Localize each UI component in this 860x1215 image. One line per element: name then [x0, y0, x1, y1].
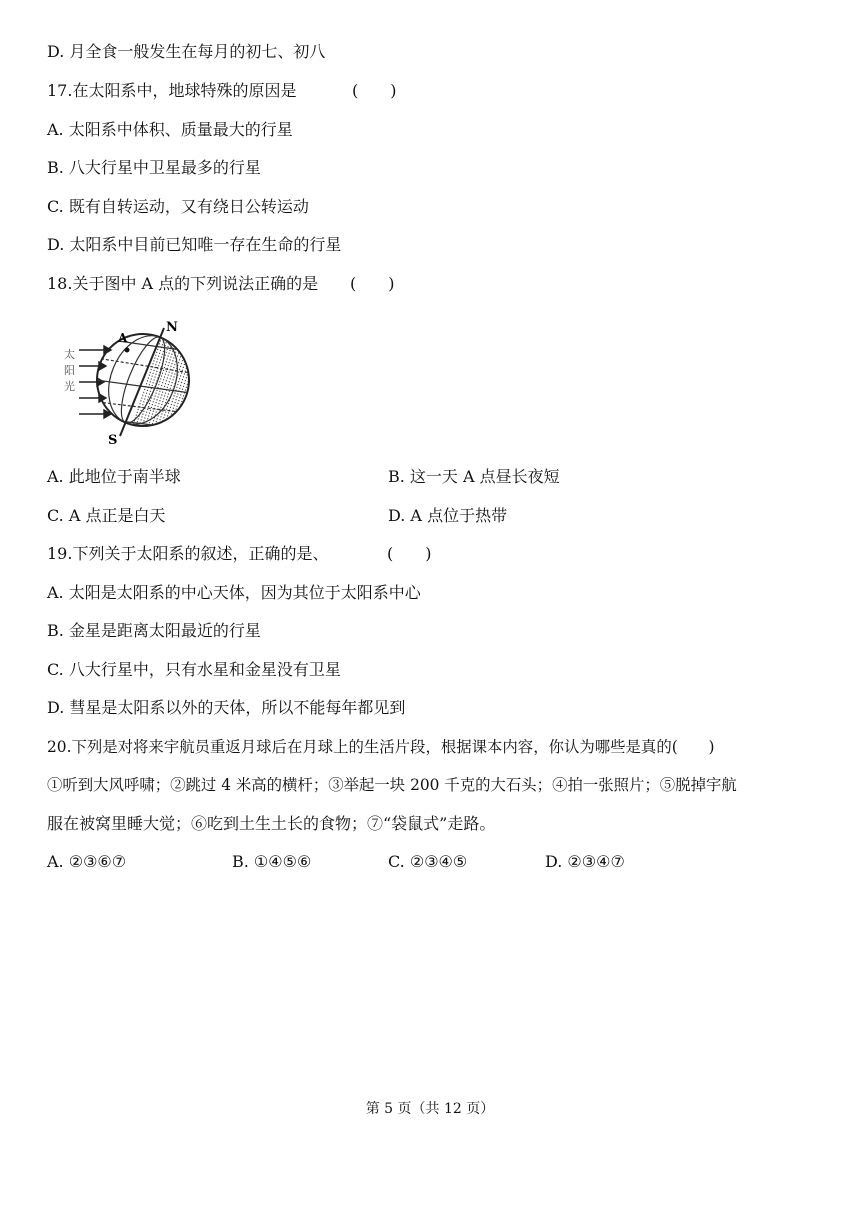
q19-stem-line: [47, 544, 432, 564]
q19-option-c: C. 八大行星中，只有水星和金星没有卫星: [47, 660, 341, 679]
sunlight-label-1: 太: [64, 348, 75, 361]
q17-option-c: C. 既有自转运动，又有绕日公转运动: [47, 197, 309, 216]
q19-stem: 19.下列关于太阳系的叙述，正确的是、: [47, 544, 329, 563]
q18-option-a: A. 此地位于南半球: [47, 467, 181, 486]
q20-stem: 20.下列是对将来宇航员重返月球后在月球上的生活片段，根据课本内容，你认为哪些是真的( ): [47, 738, 715, 756]
label-a: A: [118, 331, 128, 345]
q20-option-b: B. ①④⑤⑥: [232, 852, 312, 871]
globe-illumination-figure: [56, 318, 196, 448]
point-a-marker: [125, 348, 130, 353]
sunlight-label-2: 阳: [64, 364, 75, 377]
sunlight-label-3: 光: [64, 380, 75, 393]
q17-blank: ( ): [352, 81, 397, 100]
label-s: S: [108, 433, 118, 448]
q18-blank: ( ): [350, 274, 395, 293]
q17-stem: 17.在太阳系中，地球特殊的原因是: [47, 81, 297, 100]
q18-option-c: C. A 点正是白天: [47, 506, 166, 525]
q20-body-line2: 服在被窝里睡大觉；⑥吃到土生土长的食物；⑦“袋鼠式”走路。: [47, 814, 496, 833]
q20-option-c: C. ②③④⑤: [388, 852, 468, 871]
q19-option-b: B. 金星是距离太阳最近的行星: [47, 621, 261, 640]
q17-option-b: B. 八大行星中卫星最多的行星: [47, 158, 261, 177]
q16-option-d: D. 月全食一般发生在每月的初七、初八: [47, 42, 326, 61]
q19-option-a: A. 太阳是太阳系的中心天体，因为其位于太阳系中心: [47, 583, 421, 602]
q17-option-d: D. 太阳系中目前已知唯一存在生命的行星: [47, 235, 342, 254]
q20-option-a: A. ②③⑥⑦: [47, 852, 127, 871]
q20-body-line1: ①听到大风呼啸；②跳过 4 米高的横杆；③举起一块 200 千克的大石头；④拍一张照片；⑤脱掉宇航: [47, 776, 737, 794]
q18-stem-line: [47, 274, 395, 294]
q19-option-d: D. 彗星是太阳系以外的天体，所以不能每年都见到: [47, 698, 406, 717]
q17-stem-line: [47, 81, 397, 101]
q18-stem: 18.关于图中 A 点的下列说法正确的是: [47, 274, 319, 293]
q20-option-d: D. ②③④⑦: [545, 852, 625, 871]
q17-option-a: A. 太阳系中体积、质量最大的行星: [47, 120, 293, 139]
q19-blank: ( ): [387, 544, 432, 563]
q18-option-b: B. 这一天 A 点昼长夜短: [388, 467, 560, 486]
page-footer: 第 5 页（共 12 页）: [365, 1101, 495, 1117]
label-n: N: [166, 320, 178, 335]
q18-option-d: D. A 点位于热带: [388, 506, 508, 525]
